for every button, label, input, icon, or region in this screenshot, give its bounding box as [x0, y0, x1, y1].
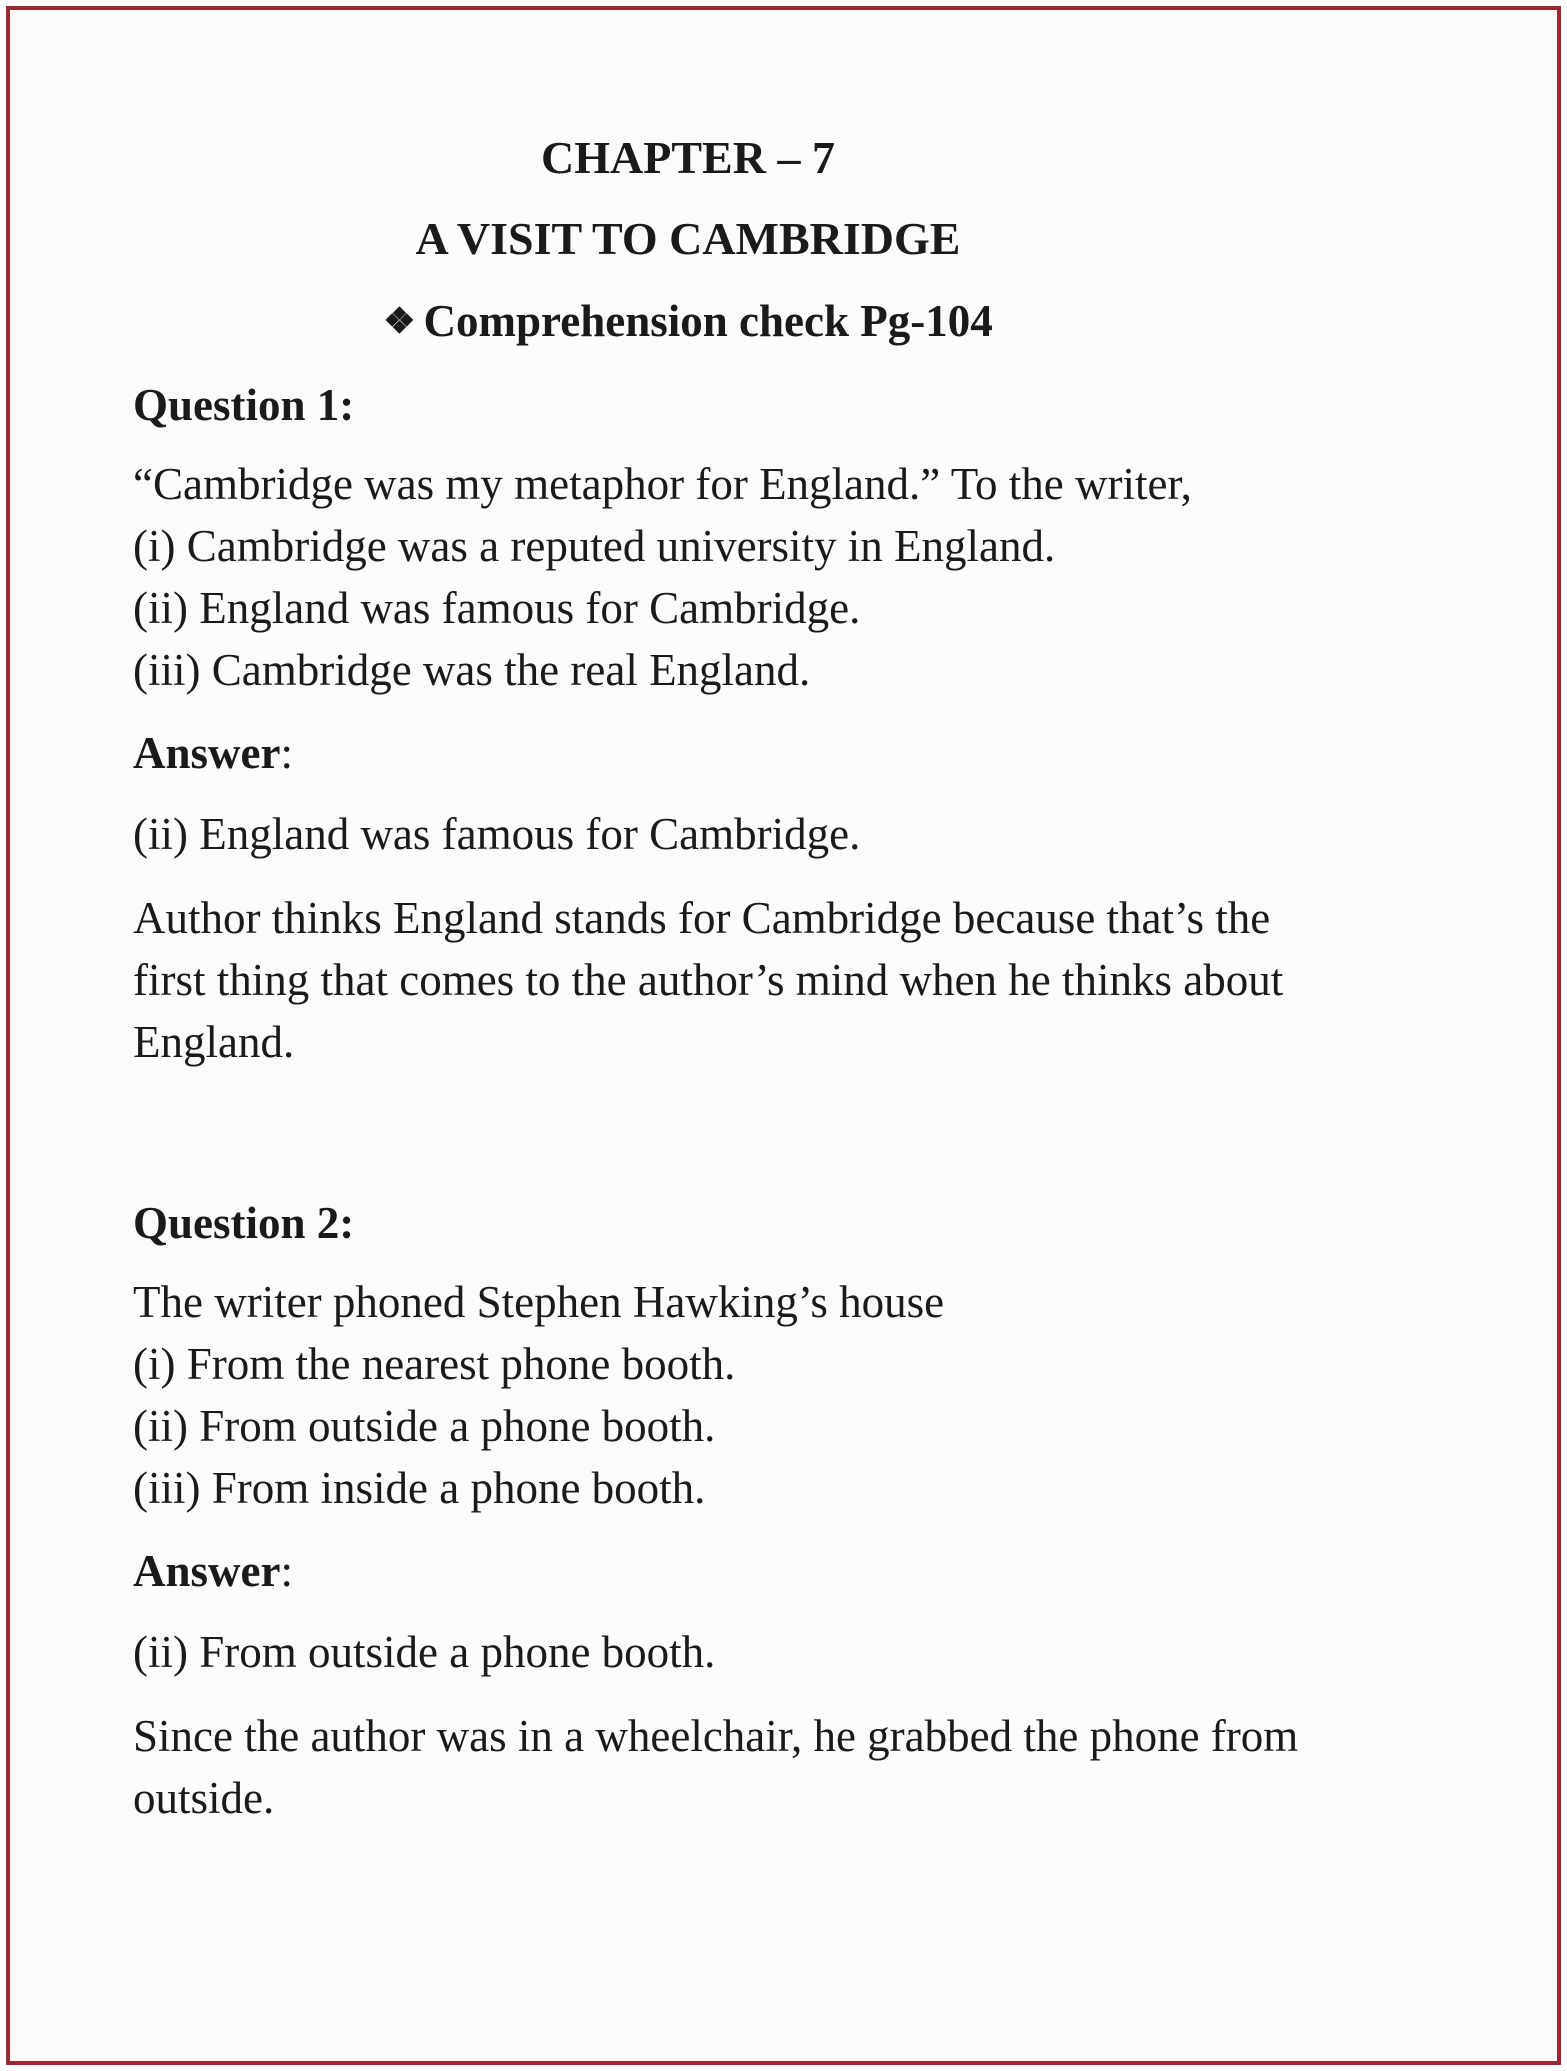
chapter-heading: CHAPTER – 7 — [541, 132, 835, 183]
question-1-body — [133, 453, 1453, 701]
question-2-answer-label — [133, 1543, 1453, 1599]
question-2-prompt: The writer phoned Stephen Hawking’s house — [133, 1277, 945, 1327]
question-2-body — [133, 1271, 1453, 1519]
answer-label-colon: : — [280, 728, 293, 778]
question-1-prompt: “Cambridge was my metaphor for England.” To the writer, — [133, 459, 1192, 509]
question-1-answer-label — [133, 725, 1453, 781]
question-1-option-2: (ii) England was famous for Cambridge. — [133, 583, 861, 633]
section-heading — [28, 293, 1348, 349]
answer-label-text: Answer — [133, 1546, 281, 1596]
answer-label-text: Answer — [133, 728, 281, 778]
question-1-answer: (ii) England was famous for Cambridge. — [133, 809, 861, 859]
question-1-explanation — [133, 887, 1453, 1073]
document-content — [133, 130, 1453, 1829]
explanation-line: Author thinks England stands for Cambridge because that’s the — [133, 893, 1271, 943]
explanation-line: outside. — [133, 1773, 275, 1823]
question-2 — [133, 1195, 1453, 1829]
section-label: Comprehension check Pg-104 — [423, 296, 993, 346]
question-2-label: Question 2: — [133, 1198, 355, 1248]
explanation-line: Since the author was in a wheelchair, he grabbed the phone from — [133, 1711, 1299, 1761]
question-2-explanation — [133, 1705, 1453, 1829]
explanation-line: England. — [133, 1017, 295, 1067]
question-2-option-2: (ii) From outside a phone booth. — [133, 1401, 716, 1451]
question-1 — [133, 377, 1453, 1073]
question-2-option-3: (iii) From inside a phone booth. — [133, 1463, 706, 1513]
question-2-option-1: (i) From the nearest phone booth. — [133, 1339, 736, 1389]
chapter-title: A VISIT TO CAMBRIDGE — [415, 213, 961, 264]
answer-label-colon: : — [280, 1546, 293, 1596]
question-1-option-1: (i) Cambridge was a reputed university in England. — [133, 521, 1056, 571]
question-1-label: Question 1: — [133, 380, 355, 430]
question-2-answer: (ii) From outside a phone booth. — [133, 1627, 716, 1677]
diamond-icon: ❖ — [383, 301, 416, 341]
explanation-line: first thing that comes to the author’s mind when he thinks about — [133, 955, 1284, 1005]
question-1-option-3: (iii) Cambridge was the real England. — [133, 645, 811, 695]
